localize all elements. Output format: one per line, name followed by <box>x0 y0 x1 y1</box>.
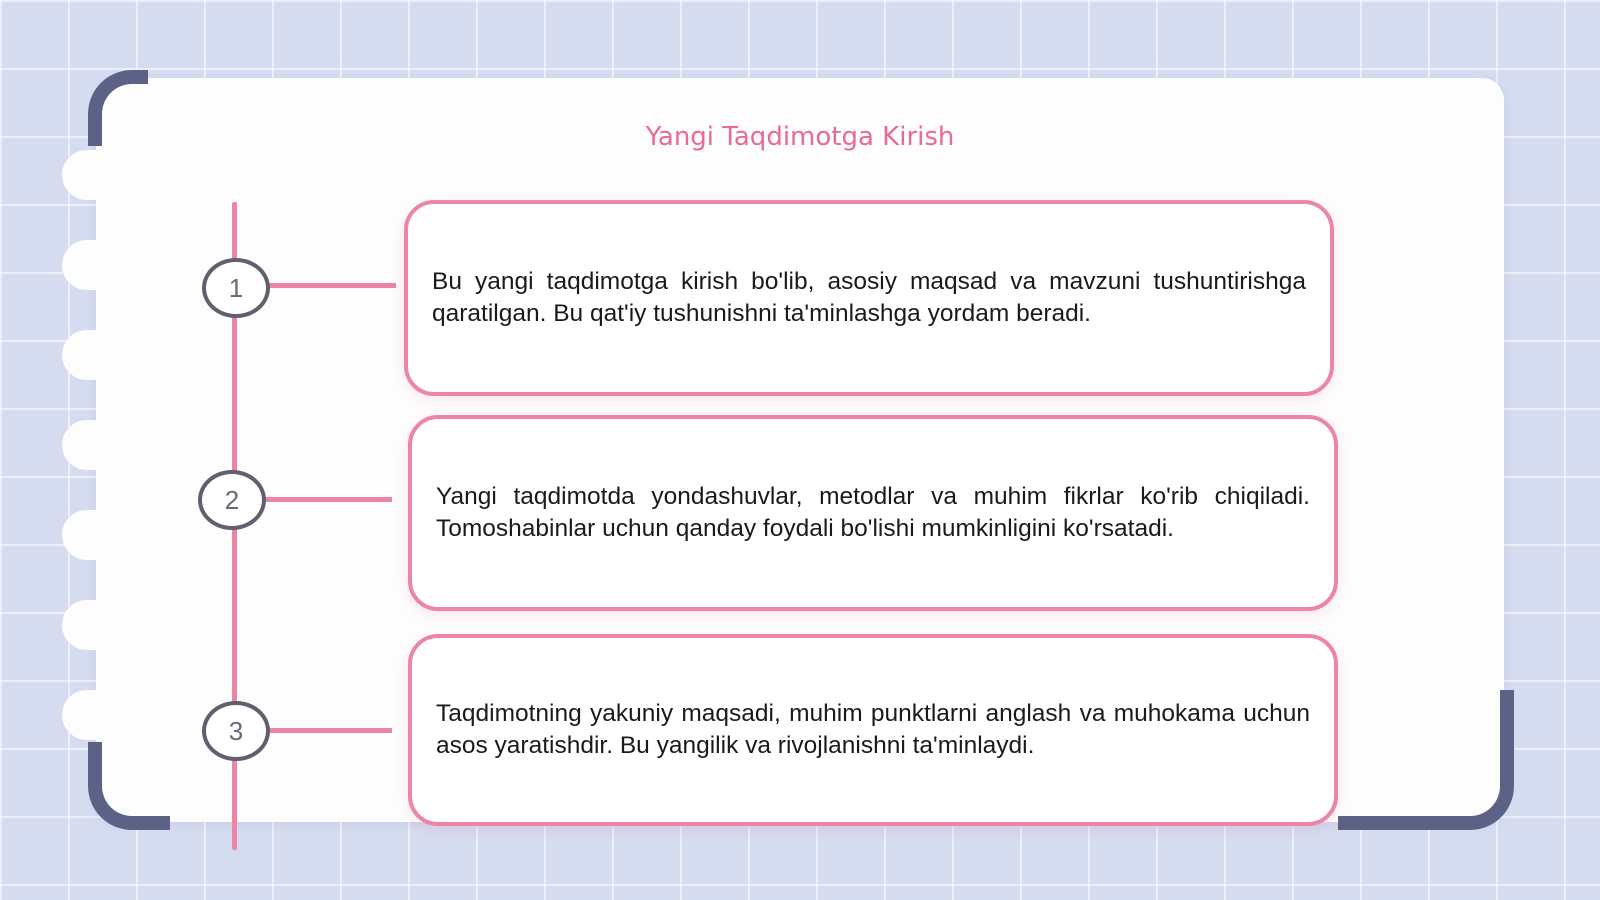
page-edge-bump <box>62 330 128 380</box>
step-text-3: Taqdimotning yakuniy maqsadi, muhim punktlarni anglash va muhokama uchun asos yaratishdir. Bu yangilik va rivojlanishni ta'minlaydi. <box>436 700 1310 759</box>
step-number-3: 3 <box>202 701 270 761</box>
step-card-1 <box>404 200 1334 396</box>
page-edge-bump <box>62 690 128 740</box>
page-edge-bump <box>62 510 128 560</box>
step-connector <box>266 728 392 733</box>
step-card-3 <box>408 634 1338 826</box>
step-card-2 <box>408 415 1338 611</box>
step-text-1: Bu yangi taqdimotga kirish bo'lib, asosiy maqsad va mavzuni tushuntirishga qaratilgan. Bu qat'iy tushunishni ta'minlashga yordam beradi. <box>432 268 1306 327</box>
page-edge-bump <box>62 420 128 470</box>
slide-title: Yangi Taqdimotga Kirish <box>645 122 955 152</box>
step-connector <box>262 497 392 502</box>
frame-corner-bottom-right <box>1338 690 1514 830</box>
page-edge-bump <box>62 240 128 290</box>
step-text-2: Yangi taqdimotda yondashuvlar, metodlar va muhim fikrlar ko'rib chiqiladi. Tomoshabinlar uchun qanday foydali bo'lishi mumkinligini ko'rsatadi. <box>436 483 1310 542</box>
page-edge-bump <box>62 150 128 200</box>
page-edge-bump <box>62 600 128 650</box>
step-connector <box>266 283 396 288</box>
frame-corner-bottom-left <box>88 742 170 830</box>
step-number-2: 2 <box>198 470 266 530</box>
step-number-1: 1 <box>202 258 270 318</box>
